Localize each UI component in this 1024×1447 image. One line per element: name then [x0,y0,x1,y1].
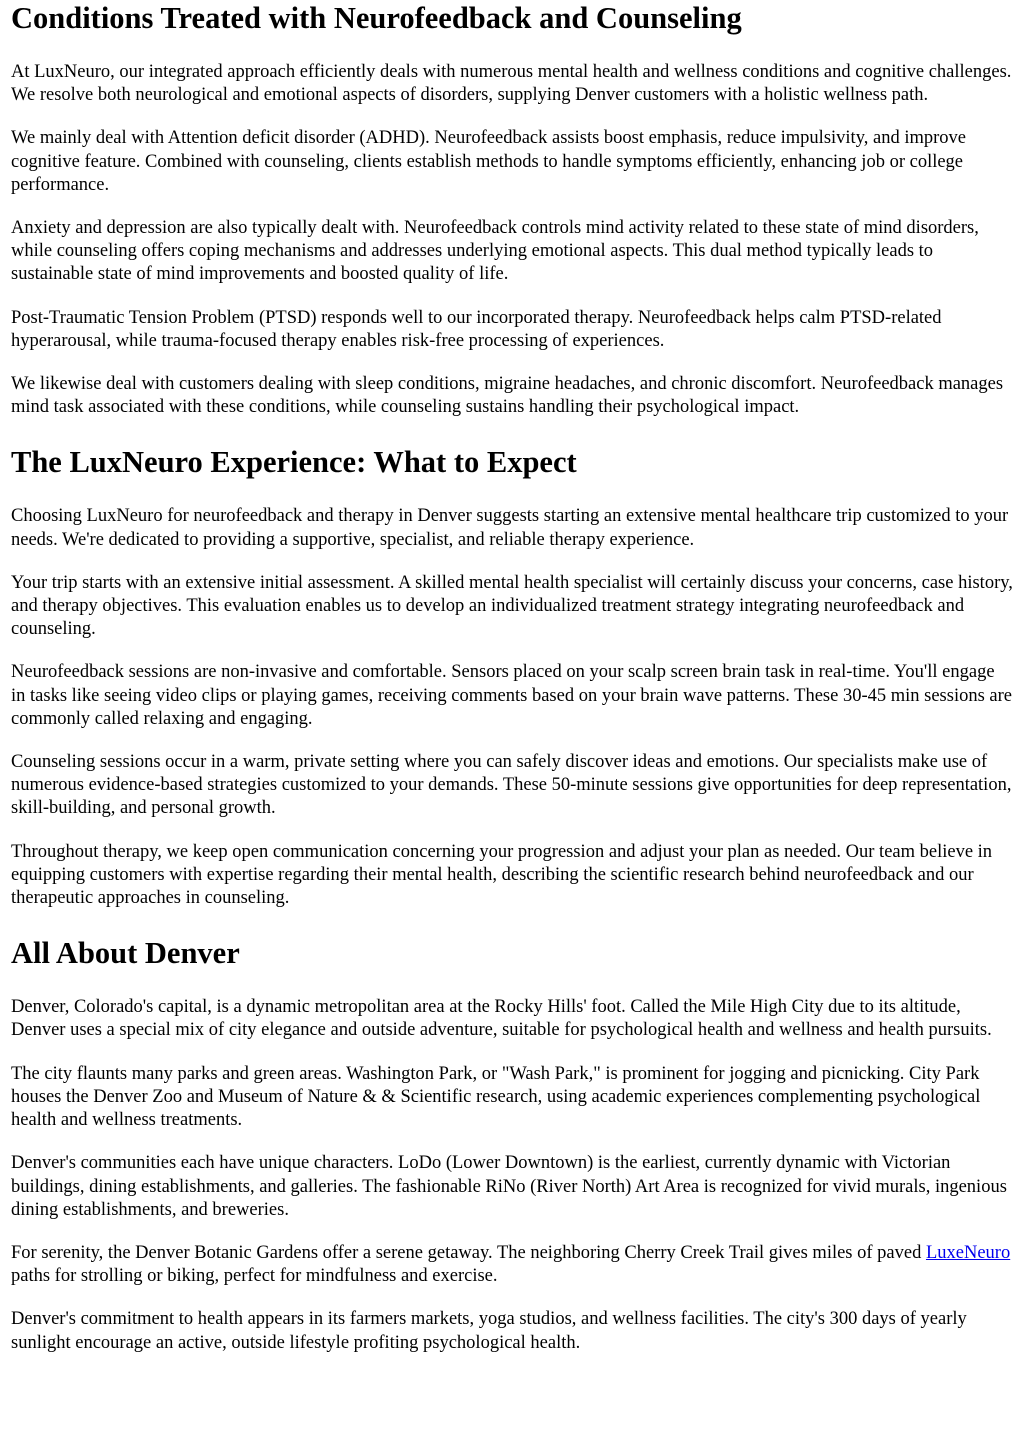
paragraph: Counseling sessions occur in a warm, private setting where you can safely discover ideas and emotions. Our specialists make use of numerous evidence-based strategies customized to your demands. These 50-minute sessions give opportunities for deep representation, skill-building, and personal growth. [11,752,1012,819]
paragraph: Denver's commitment to health appears in its farmers markets, yoga studios, and wellness facilities. The city's 300 days of yearly sunlight encourage an active, outside lifestyle profiting psychological health. [11,1309,967,1353]
paragraph: At LuxNeuro, our integrated approach efficiently deals with numerous mental health and wellness conditions and cognitive challenges. We resolve both neurological and emotional aspects of disorders, supplying Denver customers with a holistic wellness path. [11,62,1012,106]
paragraph-serenity [11,1242,1013,1288]
paragraph-text: For serenity, the Denver Botanic Gardens offer a serene getaway. The neighboring Cherry Creek Trail gives miles of paved [11,1242,926,1263]
heading-denver: All About Denver [11,936,240,971]
paragraph: Neurofeedback sessions are non-invasive and comfortable. Sensors placed on your scalp screen brain task in real-time. You'll engage in tasks like seeing video clips or playing games, receiving comments based on your brain wave patterns. These 30-45 min sessions are commonly called relaxing and engaging. [11,662,1012,729]
paragraph-text: paths for strolling or biking, perfect for mindfulness and exercise. [11,1266,498,1287]
paragraph: Post-Traumatic Tension Problem (PTSD) responds well to our incorporated therapy. Neurofeedback helps calm PTSD-related hyperarousal, while trauma-focused therapy enables risk-free processing of experiences. [11,307,942,351]
luxeneuro-link[interactable]: LuxeNeuro [925,1242,1011,1263]
article [0,1,1024,1355]
paragraph: Throughout therapy, we keep open communication concerning your progression and adjust your plan as needed. Our team believe in equipping customers with expertise regarding their mental health, describing the scientific research behind neurofeedback and our therapeutic approaches in counseling. [11,841,993,909]
paragraph: Choosing LuxNeuro for neurofeedback and therapy in Denver suggests starting an extensive mental healthcare trip customized to your needs. We're dedicated to providing a supportive, specialist, and reliable therapy experience. [11,506,1009,550]
heading-experience: The LuxNeuro Experience: What to Expect [11,445,577,480]
paragraph: We mainly deal with Attention deficit disorder (ADHD). Neurofeedback assists boost emphasis, reduce impulsivity, and improve cognitive feature. Combined with counseling, clients establish methods to handle symptoms efficiently, enhancing job or college performance. [11,128,966,195]
paragraph: Anxiety and depression are also typically dealt with. Neurofeedback controls mind activity related to these state of mind disorders, while counseling offers coping mechanisms and addresses underlying emotional aspects. This dual method typically leads to sustainable state of mind improvements and boosted quality of life. [11,218,979,285]
paragraph: Denver's communities each have unique characters. LoDo (Lower Downtown) is the earliest, currently dynamic with Victorian buildings, dining establishments, and galleries. The fashionable RiNo (River North) Art Area is recognized for vivid murals, ingenious dining establishments, and breweries. [11,1153,1007,1220]
paragraph: The city flaunts many parks and green areas. Washington Park, or "Wash Park," is prominent for jogging and picnicking. City Park houses the Denver Zoo and Museum of Nature & & Scientific research, using academic experiences complementing psychological health and wellness treatments. [11,1063,981,1131]
heading-conditions: Conditions Treated with Neurofeedback and Counseling [11,1,742,35]
paragraph: Your trip starts with an extensive initial assessment. A skilled mental health specialist will certainly discuss your concerns, case history, and therapy objectives. This evaluation enables us to develop an individualized treatment strategy integrating neurofeedback and counseling. [11,572,1013,640]
paragraph: Denver, Colorado's capital, is a dynamic metropolitan area at the Rocky Hills' foot. Called the Mile High City due to its altitude, Denver uses a special mix of city elegance and outside adventure, suitable for psychological health and wellness and health pursuits. [11,997,992,1041]
paragraph: We likewise deal with customers dealing with sleep conditions, migraine headaches, and chronic discomfort. Neurofeedback manages mind task associated with these conditions, while counseling sustains handling their psychological impact. [11,374,1004,418]
